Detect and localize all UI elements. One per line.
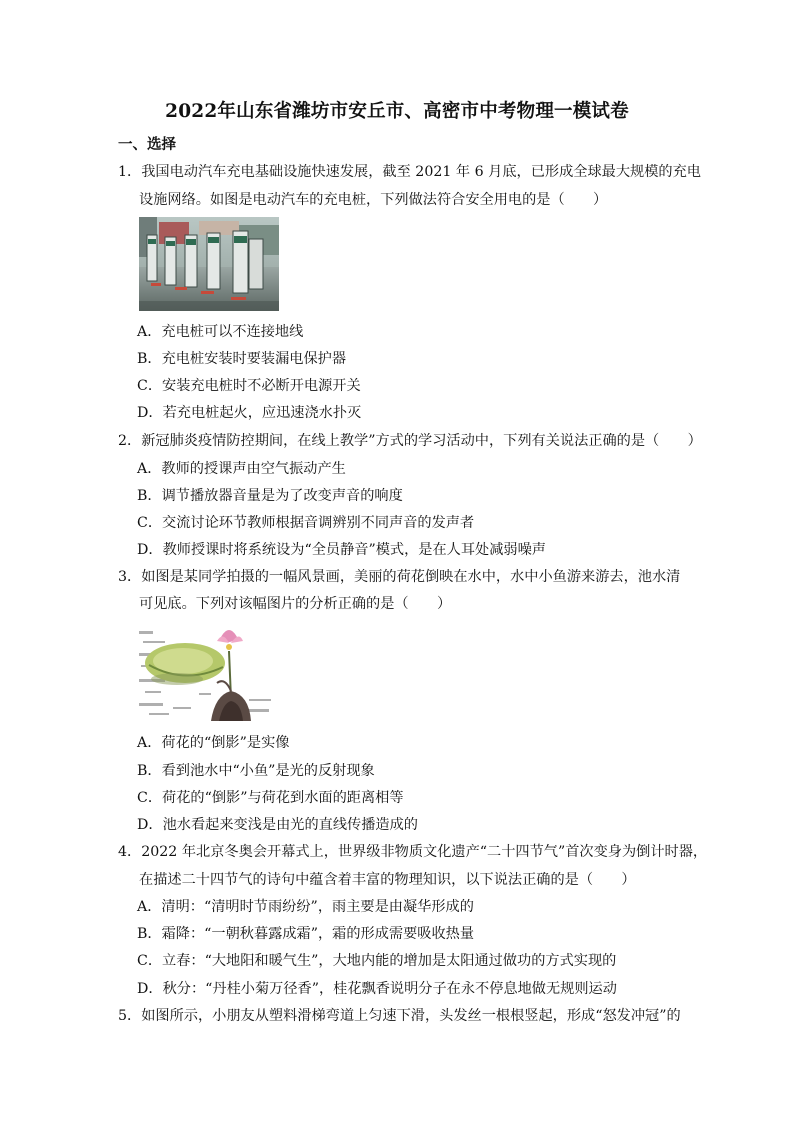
question-3-option-a: A．荷花的“倒影”是实像 [137, 735, 290, 751]
question-1-option-c: C．安装充电桩时不必断开电源开关 [137, 378, 361, 394]
question-1-option-d: D．若充电桩起火，应迅速浇水扑灭 [137, 405, 362, 421]
page-title: 2022年山东省潍坊市安丘市、高密市中考物理一模试卷 [165, 101, 629, 122]
question-1-stem-line-2: 设施网络。如图是电动汽车的充电桩，下列做法符合安全用电的是（ ） [139, 192, 608, 208]
question-2-option-c: C．交流讨论环节教师根据音调辨别不同声音的发声者 [137, 515, 475, 531]
question-3-option-b: B．看到池水中“小鱼”是光的反射现象 [137, 763, 375, 779]
question-5-stem-line-1: 5．如图所示，小朋友从塑料滑梯弯道上匀速下滑，头发丝一根根竖起，形成“怒发冲冠”的 [118, 1008, 681, 1024]
question-2-option-d: D．教师授课时将系统设为“全员静音”模式，是在人耳处减弱噪声 [137, 542, 546, 558]
question-3-option-c: C．荷花的“倒影”与荷花到水面的距离相等 [137, 790, 404, 806]
question-4-option-a: A．清明：“清明时节雨纷纷”，雨主要是由凝华形成的 [137, 899, 474, 915]
charging-station-photo [139, 217, 279, 311]
question-4-option-b: B．霜降：“一朝秋暮露成霜”，霜的形成需要吸收热量 [137, 926, 475, 942]
lotus-pond-photo [139, 621, 275, 722]
question-1-option-a: A．充电桩可以不连接地线 [137, 324, 304, 340]
question-3-stem-line-2: 可见底。下列对该幅图片的分析正确的是（ ） [139, 596, 452, 612]
section-heading: 一、选择 [118, 136, 176, 153]
question-2-option-b: B．调节播放器音量是为了改变声音的响度 [137, 488, 403, 504]
question-1-stem-line-1: 1．我国电动汽车充电基础设施快速发展，截至 2021 年 6 月底，已形成全球最大规模的充电 [118, 164, 701, 180]
question-3-option-d: D．池水看起来变浅是由光的直线传播造成的 [137, 817, 418, 833]
question-4-option-d: D．秋分：“丹桂小菊万径香”，桂花飘香说明分子在永不停息地做无规则运动 [137, 981, 617, 997]
question-3-stem-line-1: 3．如图是某同学拍摄的一幅风景画，美丽的荷花倒映在水中，水中小鱼游来游去，池水清 [118, 569, 681, 585]
question-4-option-c: C．立春：“大地阳和暖气生”，大地内能的增加是太阳通过做功的方式实现的 [137, 953, 617, 969]
question-1-option-b: B．充电桩安装时要装漏电保护器 [137, 351, 347, 367]
question-2-option-a: A．教师的授课声由空气振动产生 [137, 461, 346, 477]
question-2-stem-line-1: 2．新冠肺炎疫情防控期间，在线上教学”方式的学习活动中，下列有关说法正确的是（ ） [118, 433, 702, 449]
question-4-stem-line-2: 在描述二十四节气的诗句中蕴含着丰富的物理知识，以下说法正确的是（ ） [139, 872, 636, 888]
question-4-stem-line-1: 4．2022 年北京冬奥会开幕式上，世界级非物质文化遗产“二十四节气”首次变身为倒计时器， [118, 844, 708, 860]
